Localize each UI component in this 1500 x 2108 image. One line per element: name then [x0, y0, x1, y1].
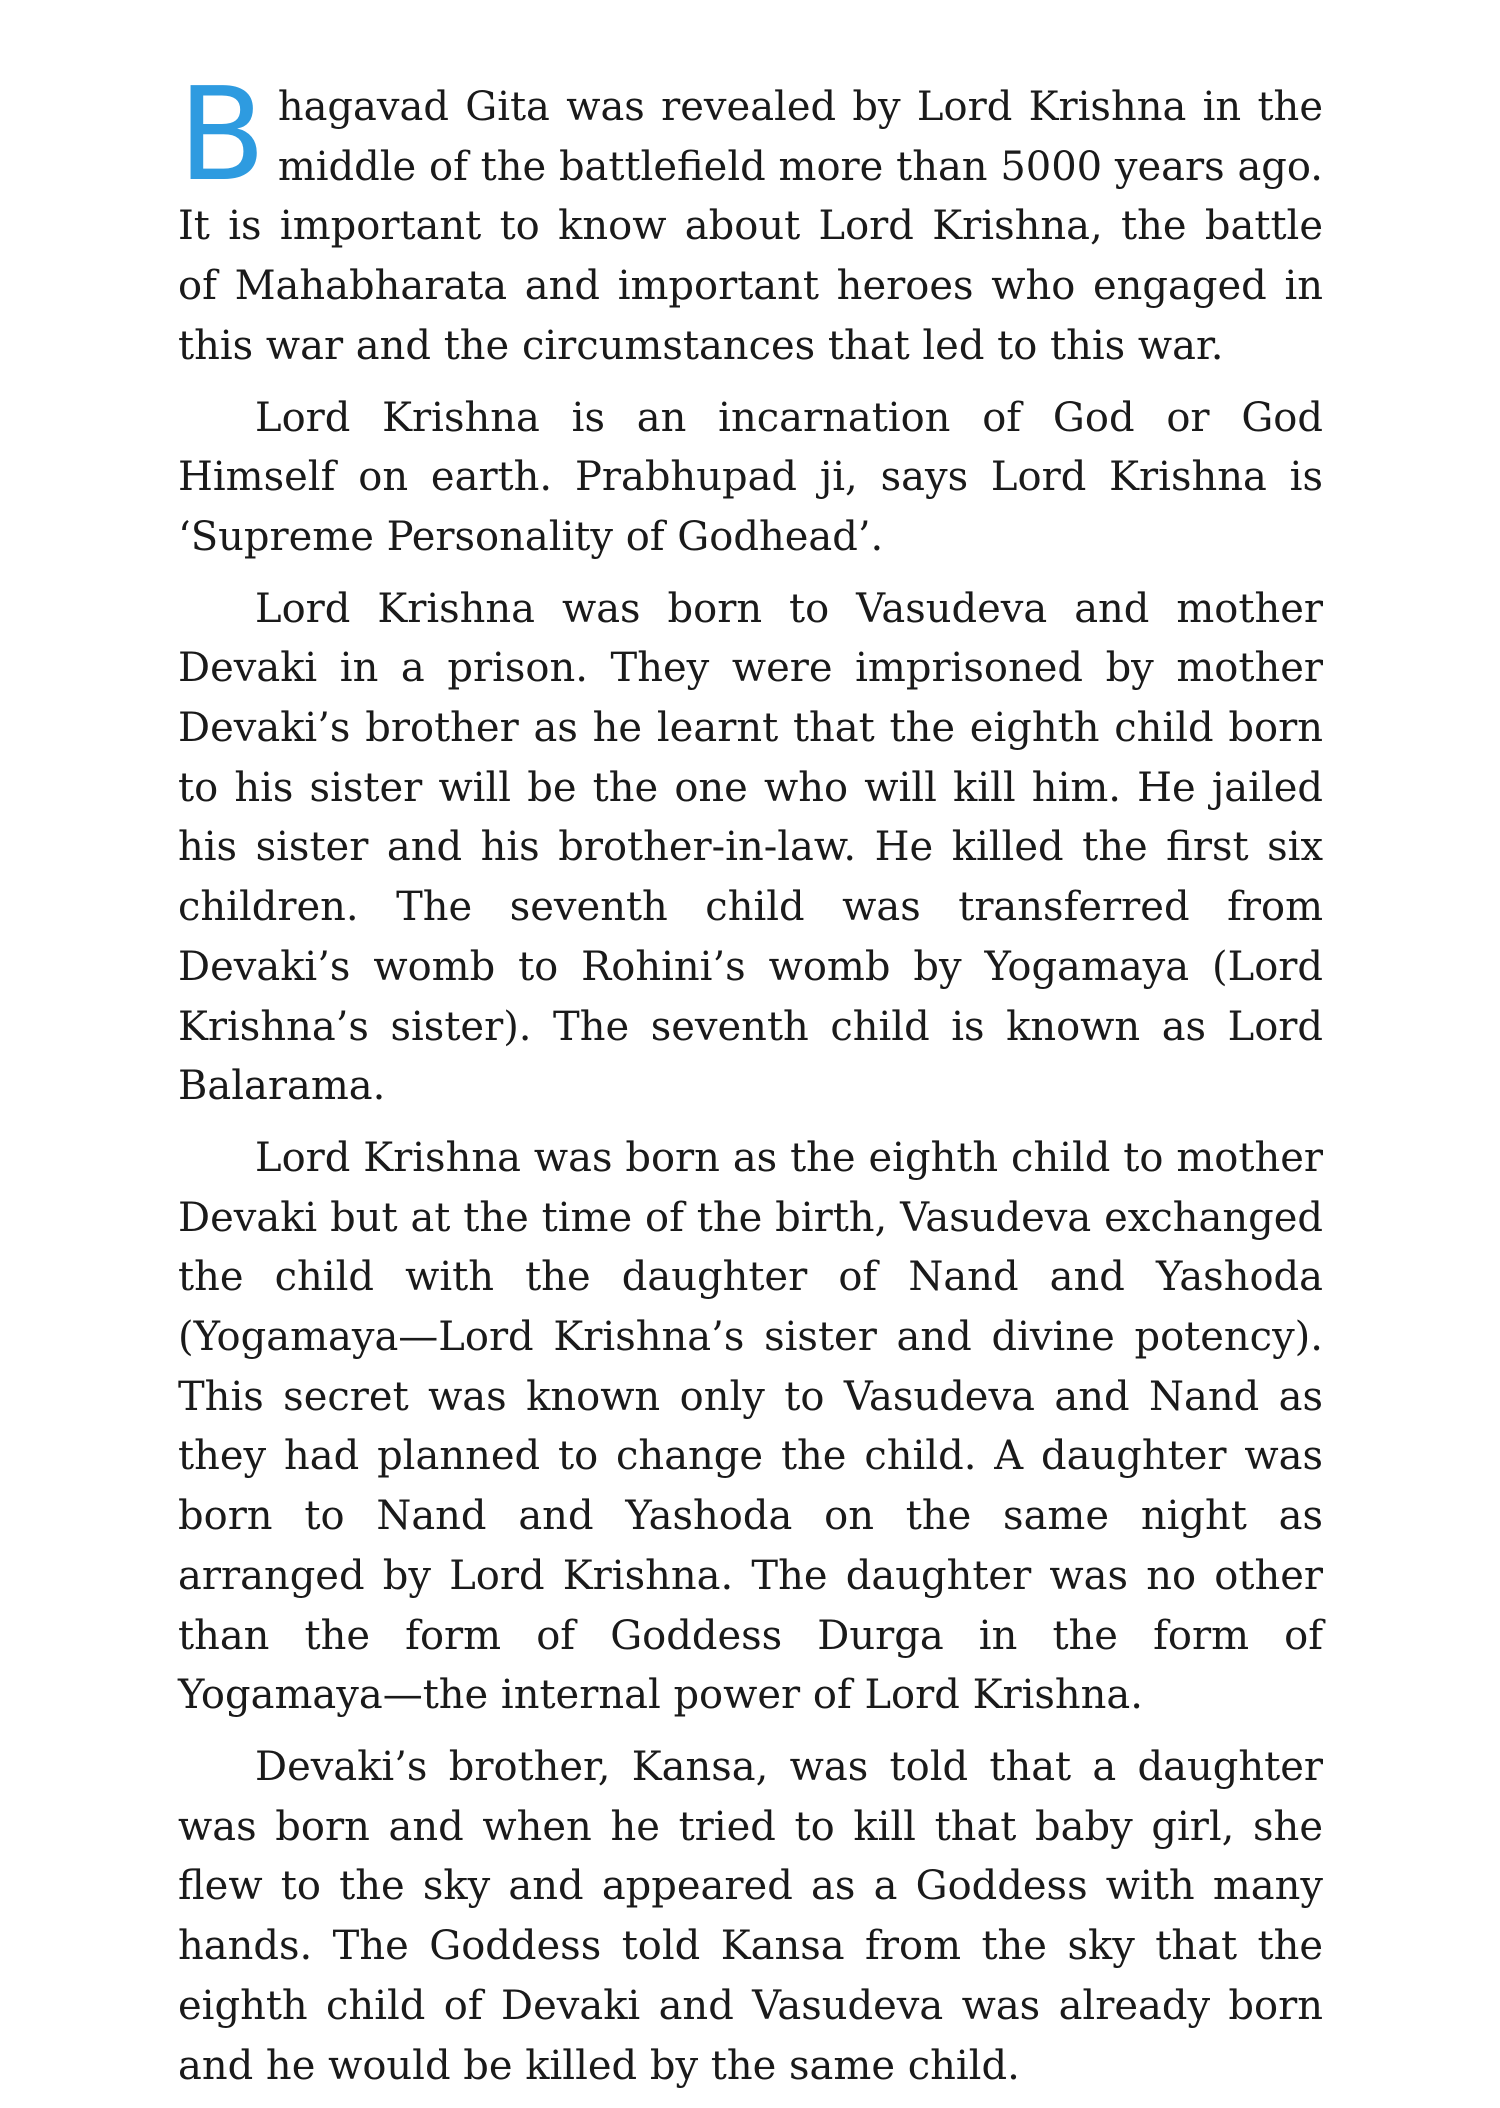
document-page	[178, 61, 1323, 2108]
paragraph-1-text: hagavad Gita was revealed by Lord Krishna in the middle of the battlefield more than 5000 years ago. It is important to know about Lord Krishna, the battle of Mahabharata and important heroes who engaged in this war and the circumstances that led to this war.	[178, 84, 1323, 369]
paragraph-5: Devaki’s brother, Kansa, was told that a daughter was born and when he tried to kill that baby girl, she flew to the sky and appeared as a Goddess with many hands. The Goddess told Kansa from the sky that the eighth child of Devaki and Vasudeva was already born and he would be killed by the same child.	[178, 1743, 1323, 2089]
paragraph-3: Lord Krishna was born to Vasudeva and mother Devaki in a prison. They were imprisoned by mother Devaki’s brother as he learnt that the eighth child born to his sister will be the one who will kill him. He jailed his sister and his brother-in-law. He killed the first six children. The seventh child was transferred from Devaki’s womb to Rohini’s womb by Yogamaya (Lord Krishna’s sister). The seventh child is known as Lord Balarama.	[178, 585, 1323, 1110]
drop-cap: B	[178, 61, 266, 210]
paragraph-4: Lord Krishna was born as the eighth child to mother Devaki but at the time of the birth, Vasudeva exchanged the child with the daughter of Nand and Yashoda (Yogamaya—Lord Krishna’s sister and divine potency). This secret was known only to Vasudeva and Nand as they had planned to change the child. A daughter was born to Nand and Yashoda on the same night as arranged by Lord Krishna. The daughter was no other than the form of Goddess Durga in the form of Yogamaya—the internal power of Lord Krishna.	[178, 1134, 1323, 1719]
paragraph-2: Lord Krishna is an incarnation of God or God Himself on earth. Prabhupad ji, says Lord Krishna is ‘Supreme Personality of Godhead’.	[178, 394, 1323, 560]
paragraph-1	[178, 61, 1323, 377]
